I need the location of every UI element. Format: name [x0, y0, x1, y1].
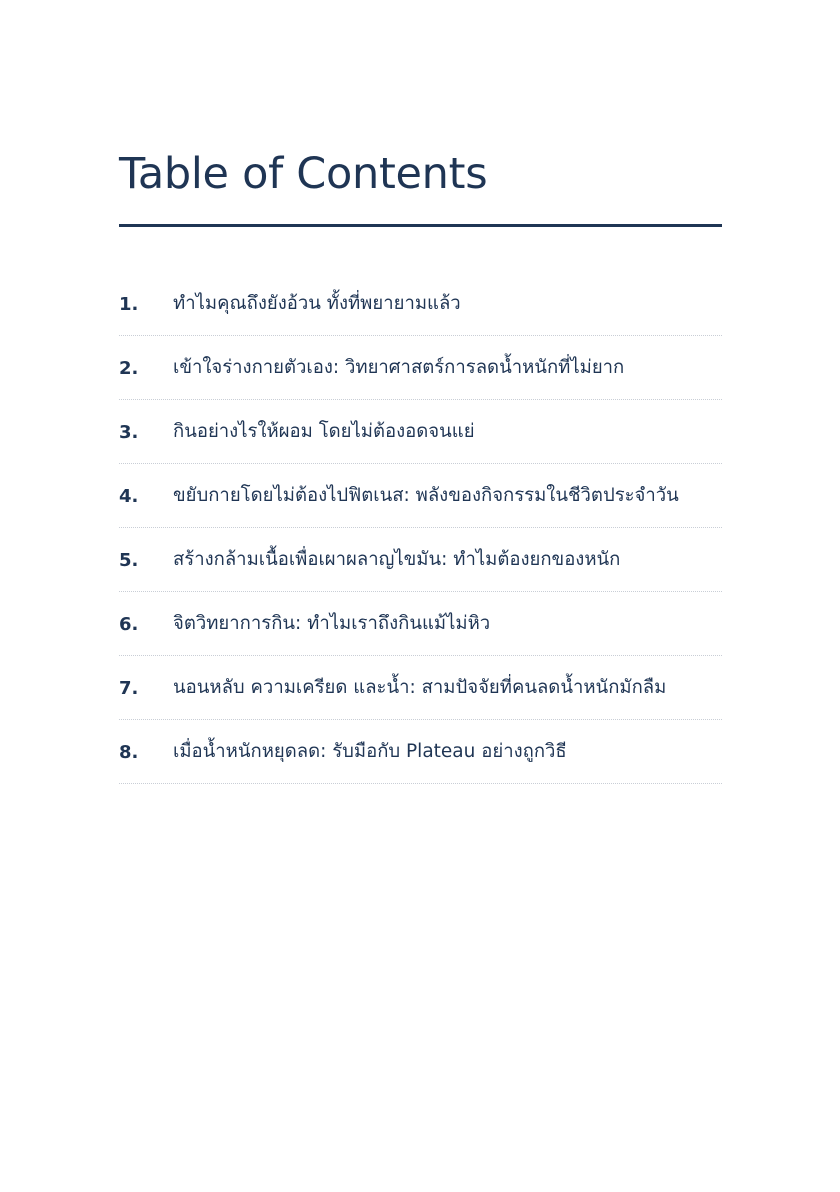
chapter-number: 6. — [119, 614, 139, 635]
toc-entry-4[interactable] — [119, 465, 722, 528]
chapter-title: ทำไมคุณถึงยังอ้วน ทั้งที่พยายามแล้ว — [173, 293, 461, 314]
title-divider — [119, 224, 722, 227]
toc-entry-5[interactable] — [119, 529, 722, 592]
toc-entry-3[interactable] — [119, 401, 722, 464]
chapter-title: นอนหลับ ความเครียด และน้ำ: สามปัจจัยที่คนลดน้ำหนักมักลืม — [173, 677, 667, 698]
chapter-title: จิตวิทยาการกิน: ทำไมเราถึงกินแม้ไม่หิว — [173, 613, 491, 634]
toc-entry-1[interactable] — [119, 273, 722, 336]
toc-entry-2[interactable] — [119, 337, 722, 400]
toc-list — [119, 273, 722, 785]
chapter-number: 4. — [119, 486, 139, 507]
chapter-title: สร้างกล้ามเนื้อเพื่อเผาผลาญไขมัน: ทำไมต้องยกของหนัก — [173, 549, 621, 570]
chapter-number: 2. — [119, 358, 139, 379]
toc-entry-7[interactable] — [119, 657, 722, 720]
chapter-number: 7. — [119, 678, 139, 699]
chapter-number: 3. — [119, 422, 139, 443]
chapter-number: 1. — [119, 294, 139, 315]
page-title: Table of Contents — [119, 149, 488, 199]
chapter-title: ขยับกายโดยไม่ต้องไปฟิตเนส: พลังของกิจกรรมในชีวิตประจำวัน — [173, 485, 679, 506]
toc-entry-6[interactable] — [119, 593, 722, 656]
chapter-title: กินอย่างไรให้ผอม โดยไม่ต้องอดจนแย่ — [173, 421, 475, 442]
toc-entry-8[interactable] — [119, 721, 722, 784]
chapter-title: เข้าใจร่างกายตัวเอง: วิทยาศาสตร์การลดน้ำหนักที่ไม่ยาก — [173, 357, 625, 378]
chapter-number: 5. — [119, 550, 139, 571]
chapter-number: 8. — [119, 742, 139, 763]
chapter-title: เมื่อน้ำหนักหยุดลด: รับมือกับ Plateau อย่างถูกวิธี — [173, 741, 567, 762]
